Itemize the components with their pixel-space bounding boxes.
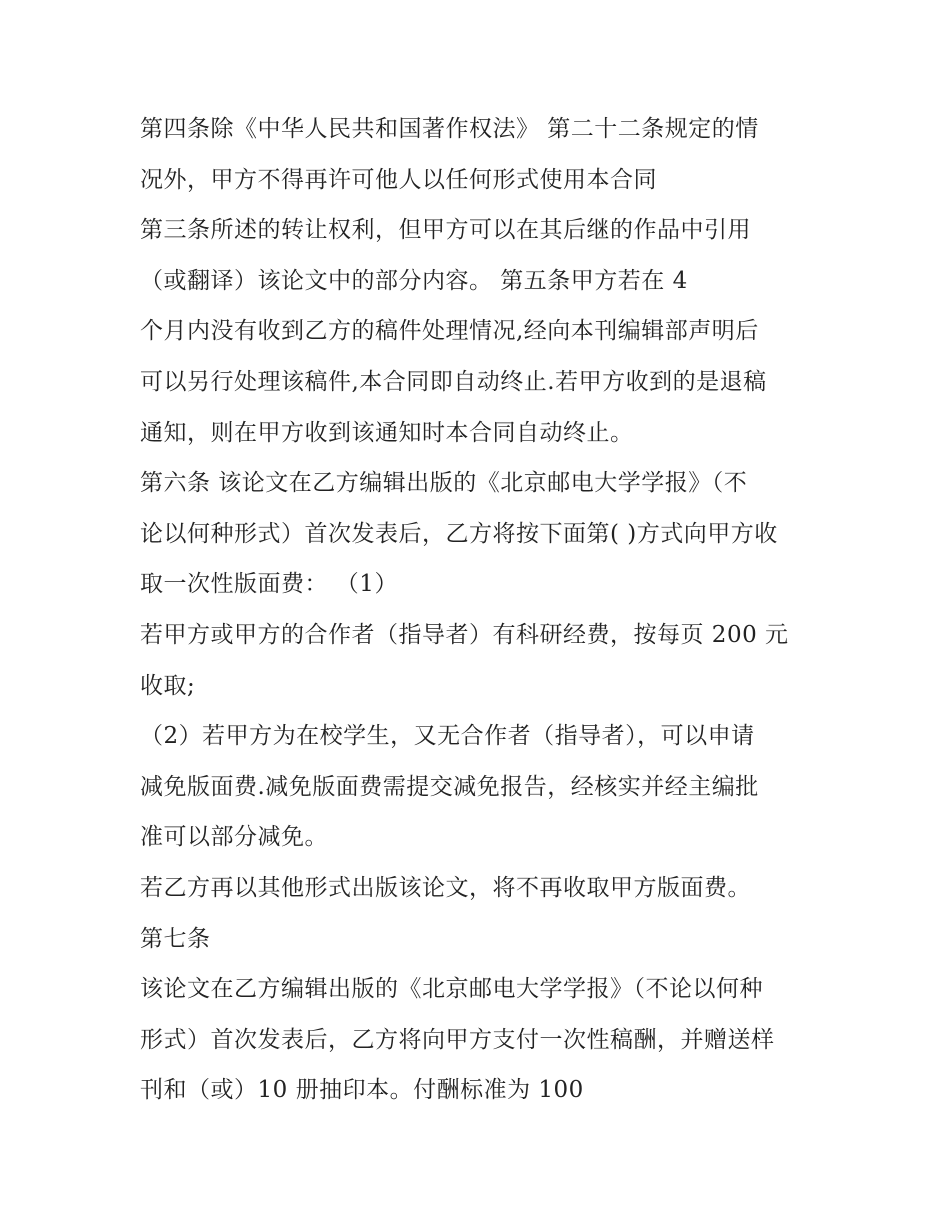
text-line: 第六条 该论文在乙方编辑出版的《北京邮电大学学报》（不	[140, 470, 748, 497]
text-line: 该论文在乙方编辑出版的《北京邮电大学学报》（不论以何种	[140, 976, 763, 1003]
text-line: 第七条	[140, 925, 211, 952]
text-line: （2）若甲方为在校学生，又无合作者（指导者），可以申请	[140, 723, 755, 750]
text-line: 形式）首次发表后，乙方将向甲方支付一次性稿酬，并赠送样	[140, 1026, 775, 1053]
text-line: 减免版面费.减免版面费需提交减免报告，经核实并经主编批	[140, 773, 759, 800]
text-line: 若乙方再以其他形式出版该论文，将不再收取甲方版面费。	[140, 874, 751, 901]
contract-text	[140, 104, 840, 1116]
text-line: 第四条除《中华人民共和国著作权法》 第二十二条规定的情	[140, 116, 759, 142]
text-line: 个月内没有收到乙方的稿件处理情况,经向本刊编辑部声明后	[140, 318, 759, 345]
text-line: 第三条所述的转让权利，但甲方可以在其后继的作品中引用	[140, 217, 751, 244]
text-line: （或翻译）该论文中的部分内容。 第五条甲方若在 4	[140, 267, 688, 294]
text-line: 准可以部分减免。	[140, 824, 328, 851]
text-line: 取一次性版面费： （1）	[140, 571, 398, 598]
text-line: 刊和（或）10 册抽印本。付酬标准为 100	[140, 1077, 584, 1104]
text-line: 论以何种形式）首次发表后，乙方将按下面第( )方式向甲方收	[140, 520, 778, 547]
text-line: 可以另行处理该稿件,本合同即自动终止.若甲方收到的是退稿	[140, 368, 767, 395]
text-line: 若甲方或甲方的合作者（指导者）有科研经费，按每页 200 元	[140, 621, 789, 648]
text-line: 通知，则在甲方收到该通知时本合同自动终止。	[140, 419, 634, 446]
text-line: 收取;	[140, 672, 196, 699]
text-line: 况外，甲方不得再许可他人以任何形式使用本合同	[140, 166, 657, 193]
